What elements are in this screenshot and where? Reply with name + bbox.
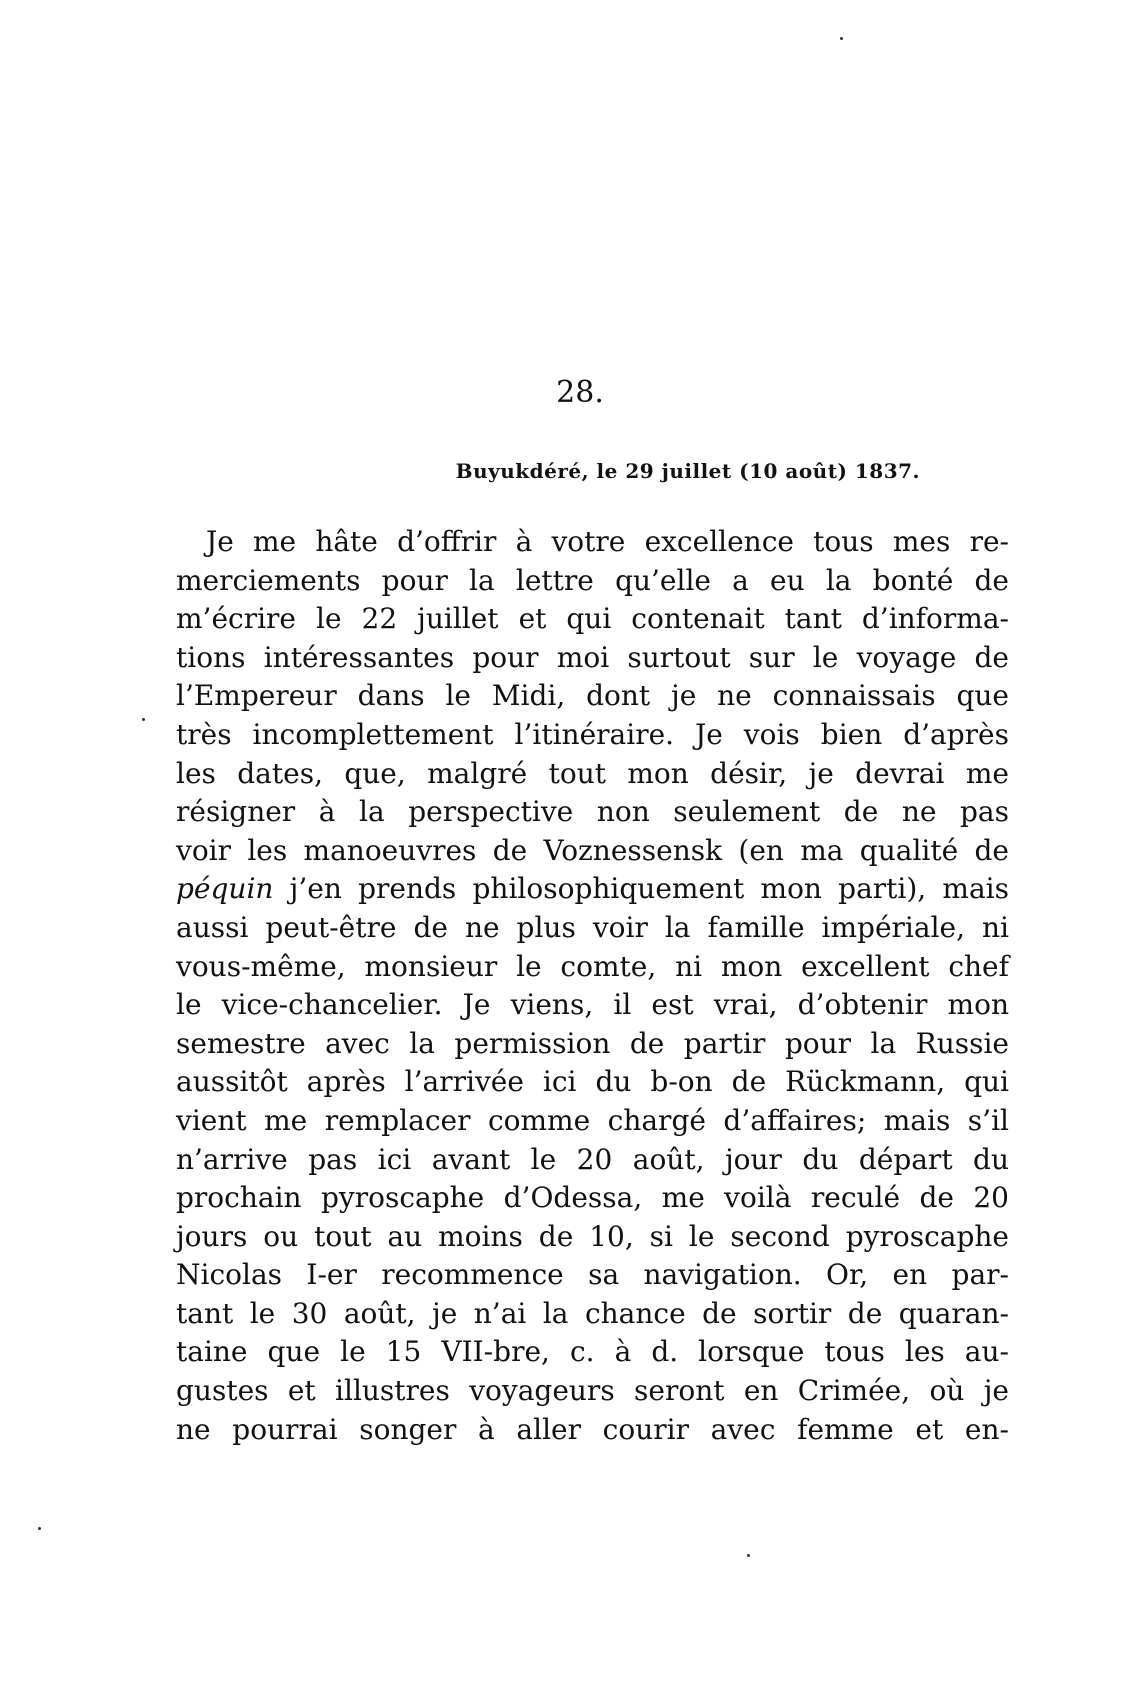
body-line: n’arrive pas ici avant le 20 août, jour du départ du <box>176 1142 1009 1176</box>
letter-body <box>176 523 1009 1449</box>
body-line: vient me remplacer comme chargé d’affaires; mais s’il <box>176 1103 1009 1137</box>
speck <box>142 718 145 721</box>
body-line: aussitôt après l’arrivée ici du b-on de Rückmann, qui <box>176 1065 1009 1099</box>
speck <box>840 37 843 40</box>
body-line: semestre avec la permission de partir pour la Russie <box>176 1026 1009 1060</box>
body-line: péquin j’en prends philosophiquement mon parti), mais <box>176 872 1009 906</box>
body-line: tions intéressantes pour moi surtout sur le voyage de <box>176 640 1009 674</box>
body-line: gustes et illustres voyageurs seront en Crimée, où je <box>176 1374 1009 1408</box>
body-line: les dates, que, malgré tout mon désir, je devrai me <box>176 756 1009 790</box>
body-line: Nicolas I-er recommence sa navigation. Or, en par- <box>176 1258 1009 1292</box>
body-line: voir les manoeuvres de Voznessensk (en ma qualité de <box>176 833 1009 867</box>
body-line: aussi peut-être de ne plus voir la famille impériale, ni <box>176 910 1009 944</box>
letter-number: 28. <box>556 375 604 410</box>
body-line: l’Empereur dans le Midi, dont je ne connaissais que <box>176 679 1009 713</box>
body-line: Je me hâte d’offrir à votre excellence tous mes re- <box>206 525 1009 558</box>
body-line: vous-même, monsieur le comte, ni mon excellent chef <box>176 949 1009 983</box>
body-line: taine que le 15 VII-bre, c. à d. lorsque tous les au- <box>176 1335 1009 1369</box>
speck <box>38 1527 41 1530</box>
body-line: jours ou tout au moins de 10, si le second pyroscaphe <box>176 1219 1009 1253</box>
body-line: ne pourrai songer à aller courir avec femme et en- <box>176 1412 1009 1446</box>
body-line: très incomplettement l’itinéraire. Je vois bien d’après <box>176 717 1009 751</box>
body-line: m’écrire le 22 juillet et qui contenait tant d’informa- <box>176 602 1009 636</box>
body-line: tant le 30 août, je n’ai la chance de sortir de quaran- <box>176 1296 1009 1330</box>
body-line: prochain pyroscaphe d’Odessa, me voilà reculé de 20 <box>176 1181 1009 1215</box>
body-line: le vice-chancelier. Je viens, il est vrai, d’obtenir mon <box>176 988 1009 1022</box>
body-line: merciements pour la lettre qu’elle a eu la bonté de <box>176 563 1009 597</box>
speck <box>747 1554 750 1557</box>
body-line: résigner à la perspective non seulement de ne pas <box>176 795 1009 829</box>
dateline: Buyukdéré, le 29 juillet (10 août) 1837. <box>455 459 920 483</box>
